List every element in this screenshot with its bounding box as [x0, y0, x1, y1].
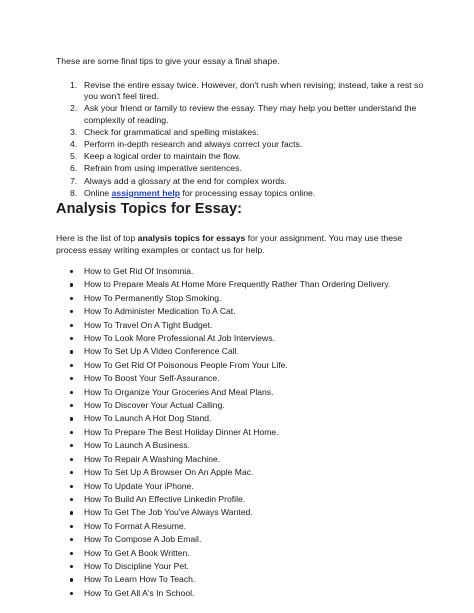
- topic-text: How To Discover Your Actual Calling.: [84, 400, 225, 411]
- topic-text: How To Get The Job You've Always Wanted.: [84, 507, 253, 518]
- tip-item: [56, 80, 428, 102]
- topic-text: How To Organize Your Groceries And Meal Plans.: [84, 386, 274, 397]
- bullet-icon: [70, 578, 73, 581]
- tip-number: 8.: [70, 187, 78, 198]
- topic-text: How To Get A Book Written.: [84, 547, 190, 558]
- topic-item: [56, 332, 436, 345]
- topic-item: [56, 547, 436, 560]
- tip-text: Perform in-depth research and always correct your facts.: [84, 139, 303, 150]
- paragraph-bold-text: analysis topics for essays: [137, 233, 246, 243]
- topic-item: [56, 573, 436, 586]
- topic-text: How To Set Up A Video Conference Call.: [84, 346, 239, 357]
- tip-text: Check for grammatical and spelling mistakes.: [84, 126, 259, 137]
- topic-item: [56, 265, 436, 278]
- topic-text: How To Administer Medication To A Cat.: [84, 306, 236, 317]
- topic-text: How to Prepare Meals At Home More Frequently Rather Than Ordering Delivery.: [84, 279, 391, 290]
- topic-text: How To Discipline Your Pet.: [84, 560, 189, 571]
- tip-text: Keep a logical order to maintain the flow.: [84, 151, 241, 162]
- topic-text: How To Launch A Business.: [84, 440, 190, 451]
- tips-list: [56, 80, 428, 200]
- topic-item: [56, 560, 436, 573]
- tip-number: 4.: [70, 139, 78, 150]
- topic-text: How To Repair A Washing Machine.: [84, 453, 221, 464]
- bullet-icon: [70, 417, 73, 420]
- topic-text: How To Travel On A Tight Budget.: [84, 319, 213, 330]
- topic-item: [56, 480, 436, 493]
- topic-item: [56, 506, 436, 519]
- tip-text: Ask your friend or family to review the essay. They may help you better understand the complexity of reading.: [84, 103, 417, 125]
- intro-text: These are some final tips to give your essay a final shape.: [56, 56, 280, 66]
- topic-item: [56, 439, 436, 452]
- topic-item: [56, 533, 436, 546]
- tip-text: Revise the entire essay twice. However, don't rush when revising; instead, take a rest so you won't feel tired.: [84, 80, 424, 102]
- bullet-icon: [70, 444, 73, 447]
- tip-text-after: for processing essay topics online.: [180, 187, 316, 198]
- topic-text: How To Learn How To Teach.: [84, 574, 196, 585]
- topic-item: [56, 319, 436, 332]
- bullet-icon: [70, 297, 73, 300]
- bullet-icon: [70, 350, 73, 353]
- tip-item: [56, 139, 428, 150]
- bullet-icon: [70, 525, 73, 528]
- assignment-help-link[interactable]: assignment help: [111, 187, 181, 198]
- tip-text-before: Online: [84, 187, 112, 198]
- tip-number: 6.: [70, 163, 78, 174]
- bullet-icon: [70, 552, 73, 555]
- topic-text: How To Look More Professional At Job Interviews.: [84, 333, 275, 344]
- topic-item: [56, 453, 436, 466]
- bullet-icon: [70, 337, 73, 340]
- topic-item: [56, 399, 436, 412]
- tip-item: [56, 163, 428, 174]
- topic-item: [56, 372, 436, 385]
- tip-item: [56, 103, 428, 125]
- topic-item: [56, 587, 436, 600]
- tip-number: 7.: [70, 175, 78, 186]
- tip-item: [56, 176, 428, 187]
- topic-text: How To Prepare The Best Holiday Dinner At Home.: [84, 426, 279, 437]
- topic-text: How To Launch A Hot Dog Stand.: [84, 413, 212, 424]
- tip-item: [56, 188, 428, 199]
- topic-text: How To Format A Resume.: [84, 520, 187, 531]
- topic-text: How To Permanently Stop Smoking.: [84, 292, 222, 303]
- tip-number: 3.: [70, 126, 78, 137]
- bullet-icon: [70, 431, 73, 434]
- bullet-icon: [70, 565, 73, 568]
- topic-text: How To Compose A Job Email.: [84, 534, 202, 545]
- topic-item: [56, 278, 436, 291]
- tip-number: 5.: [70, 151, 78, 162]
- tip-number: 1.: [70, 80, 78, 90]
- topic-item: [56, 345, 436, 358]
- topic-item: [56, 359, 436, 372]
- paragraph-text-before: Here is the list of top: [56, 233, 138, 243]
- tip-number: 2.: [70, 103, 78, 114]
- bullet-icon: [70, 364, 73, 367]
- bullet-icon: [70, 471, 73, 474]
- topic-text: How To Set Up A Browser On An Apple Mac.: [84, 467, 254, 478]
- bullet-icon: [70, 377, 73, 380]
- topic-item: [56, 305, 436, 318]
- topic-text: How To Boost Your Self-Assurance.: [84, 373, 220, 384]
- paragraph-text-after: for your assignment. You may use these process essay writing examples or contact us for help.: [56, 233, 403, 256]
- section-paragraph: [56, 232, 428, 256]
- bullet-icon: [70, 498, 73, 501]
- tip-item: [56, 151, 428, 162]
- tip-item: [56, 127, 428, 138]
- topic-item: [56, 520, 436, 533]
- topic-text: How To Get Rid Of Poisonous People From Your Life.: [84, 359, 288, 370]
- topic-item: [56, 292, 436, 305]
- topic-item: [56, 493, 436, 506]
- topic-item: [56, 426, 436, 439]
- bullet-icon: [70, 538, 73, 541]
- topic-item: [56, 412, 436, 425]
- topics-list: [56, 265, 436, 600]
- bullet-icon: [70, 270, 73, 273]
- topic-text: How To Update Your iPhone.: [84, 480, 194, 491]
- topic-text: How To Build An Effective Linkedin Profile.: [84, 493, 246, 504]
- bullet-icon: [70, 485, 73, 488]
- section-heading: Analysis Topics for Essay:: [56, 201, 243, 217]
- bullet-icon: [70, 404, 73, 407]
- bullet-icon: [70, 391, 73, 394]
- bullet-icon: [70, 283, 73, 286]
- bullet-icon: [70, 310, 73, 313]
- bullet-icon: [70, 324, 73, 327]
- topic-text: How To Get All A's In School.: [84, 587, 195, 598]
- topic-item: [56, 466, 436, 479]
- tip-text: Always add a glossary at the end for complex words.: [84, 175, 287, 186]
- bullet-icon: [70, 511, 73, 514]
- bullet-icon: [70, 592, 73, 595]
- bullet-icon: [70, 458, 73, 461]
- topic-text: How to Get Rid Of Insomnia.: [84, 266, 194, 276]
- tip-text: Refrain from using imperative sentences.: [84, 163, 242, 174]
- topic-item: [56, 386, 436, 399]
